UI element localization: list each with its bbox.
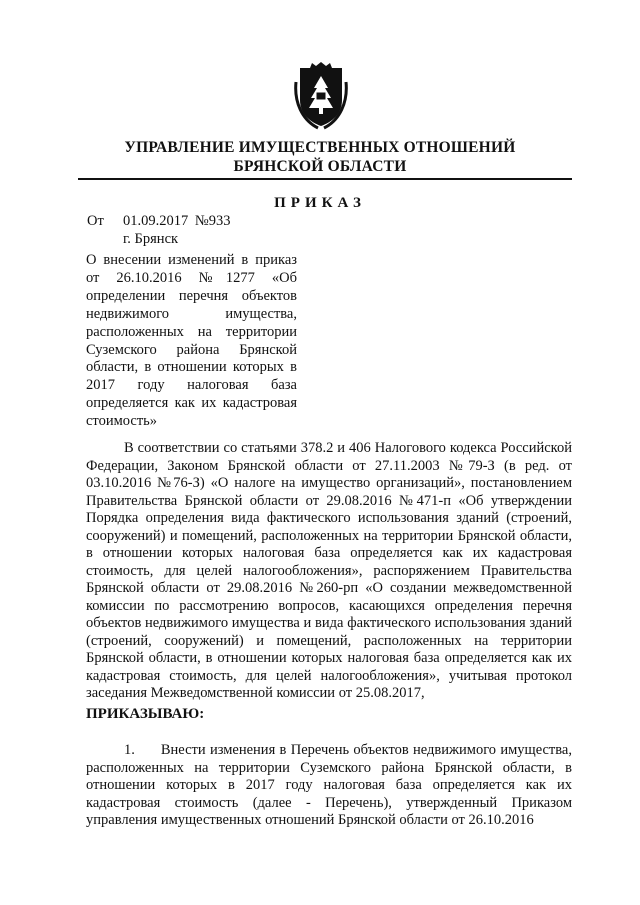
city: г. Брянск xyxy=(123,231,179,247)
date-and-number: 01.09.2017 №933 xyxy=(123,213,231,229)
document-type-title: ПРИКАЗ xyxy=(274,195,366,211)
organization-name-line2: БРЯНСКОЙ ОБЛАСТИ xyxy=(233,158,407,175)
organization-name-line1: УПРАВЛЕНИЕ ИМУЩЕСТВЕННЫХ ОТНОШЕНИЙ xyxy=(124,139,516,156)
command-word: ПРИКАЗЫВАЮ: xyxy=(86,706,205,722)
item-1-paragraph xyxy=(86,742,572,830)
preamble-paragraph: В соответствии со статьями 378.2 и 406 Налогового кодекса Российской Федерации, Законом Брянской области от 27.11.2003 №79-З (в ред. от 03.10.2016 №76-З) «О налоге на имущество организаций», постановлением Правительства Брянской области от 29.08.2016 №471-п «Об утверждении Порядка определения вида фактического использования зданий (строений, сооружений) и помещений, расположенных на территории Брянской области, в отношении которых налоговая база определяется как их кадастровая стоимость, для целей налогообложения», распоряжением Правительства Брянской области от 29.08.2016 №260-рп «О создании межведомственной комиссии по рассмотрению вопросов, касающихся определения перечня объектов недвижимого имущества и вида фактического использования зданий (строений, сооружений) и помещений, расположенных на территории Брянской области, в отношении которых налоговая база определяется как их кадастровая стоимость, для целей налогообложения», учитывая протокол заседания Межведомственной комиссии от 25.08.2017, xyxy=(86,440,572,701)
item-1-text: Внести изменения в Перечень объектов недвижимого имущества, расположенных на территории Суземского района Брянской области, в отношении которых в 2017 году налоговая база определяется как их кадастровая стоимость (далее - Перечень), утвержденный Приказом управления имущественных отношений Брянской области от 26.10.2016 xyxy=(86,742,572,828)
coat-of-arms-icon xyxy=(292,62,350,130)
item-1-number: 1. xyxy=(124,742,135,758)
order-subject: О внесении изменений в приказ от 26.10.2016 №1277 «Об определении перечня объектов недвижимого имущества, расположенных на территории Суземского района Брянской области, в отношении которых в 2017 году налоговая база определяется как их кадастровая стоимость» xyxy=(86,252,297,430)
header-divider xyxy=(78,178,572,180)
from-label: От xyxy=(87,213,104,229)
